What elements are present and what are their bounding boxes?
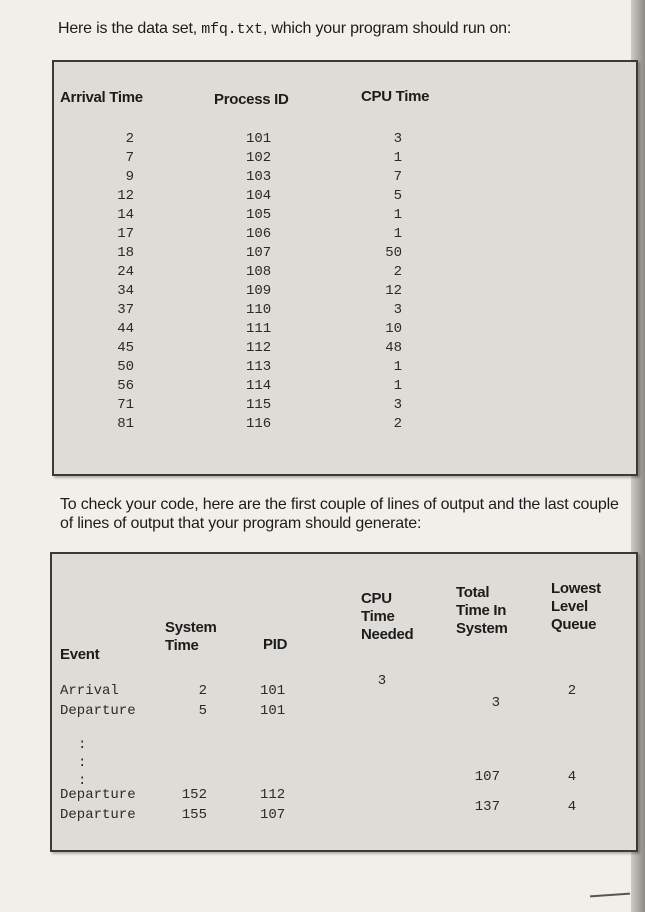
arrival-time-cell: 18: [117, 245, 134, 261]
cpu-time-cell: 48: [385, 340, 402, 356]
cpu-time-cell: 7: [393, 169, 402, 185]
header-lowest-queue: Lowest Level Queue: [551, 580, 601, 633]
header-process-id: Process ID: [214, 91, 289, 108]
process-id-cell: 105: [246, 207, 272, 223]
event-cell: :: [78, 737, 87, 753]
header-cpu-needed: CPU Time Needed: [361, 590, 414, 643]
middle-text: To check your code, here are the first couple of lines of output and the last couple of lines of output that your program should generate:: [60, 496, 619, 532]
lowest-queue-cell: 4: [567, 769, 577, 785]
system-time-cell: 5: [198, 703, 207, 719]
event-cell: Arrival: [60, 683, 119, 699]
process-id-cell: 102: [246, 150, 272, 166]
process-id-cell: 113: [246, 359, 272, 375]
pid-column: [246, 130, 306, 434]
arrival-time-cell: 14: [117, 207, 134, 223]
process-id-cell: 101: [246, 131, 272, 147]
cpu-time-cell: 1: [393, 359, 402, 375]
arrival-time-cell: 44: [117, 321, 134, 337]
intro-text: [58, 20, 511, 38]
dataset-box: [52, 60, 638, 476]
arrival-time-cell: 45: [117, 340, 134, 356]
header-total-time: Total Time In System: [456, 584, 508, 637]
cpu-time-cell: 1: [393, 378, 402, 394]
total-time-cell: 137: [474, 799, 500, 815]
cpu-time-cell: 2: [393, 264, 402, 280]
intro-filename: mfq.txt: [201, 21, 263, 38]
process-id-cell: 106: [246, 226, 272, 242]
cpu-time-cell: 12: [385, 283, 402, 299]
process-id-cell: 116: [246, 416, 272, 432]
page-corner-line: [590, 893, 630, 898]
event-cell: :: [78, 773, 87, 789]
arrival-time-cell: 17: [117, 226, 134, 242]
pid-cell: 101: [260, 703, 286, 719]
arrival-time-cell: 12: [117, 188, 134, 204]
process-id-cell: 114: [246, 378, 272, 394]
lowest-queue-cell: 2: [567, 683, 577, 699]
process-id-cell: 109: [246, 283, 272, 299]
pid-cell: 107: [260, 807, 286, 823]
arrival-time-cell: 81: [117, 416, 134, 432]
process-id-cell: 104: [246, 188, 272, 204]
cpu-time-cell: 5: [393, 188, 402, 204]
process-id-cell: 111: [246, 321, 272, 337]
cpu-time-cell: 3: [393, 397, 402, 413]
arrival-time-cell: 2: [125, 131, 134, 147]
cpu-needed-cell: 3: [377, 673, 387, 689]
pid-cell: 101: [260, 683, 286, 699]
cpu-time-cell: 1: [393, 207, 402, 223]
event-cell: Departure: [60, 807, 136, 823]
pid-cell: 112: [260, 787, 286, 803]
intro-before: Here is the data set,: [58, 20, 202, 37]
system-time-cell: 152: [181, 787, 207, 803]
process-id-cell: 110: [246, 302, 272, 318]
output-box: [50, 552, 638, 852]
process-id-cell: 108: [246, 264, 272, 280]
process-id-cell: 103: [246, 169, 272, 185]
cpu-time-cell: 2: [393, 416, 402, 432]
header-system-time: System Time: [165, 619, 217, 654]
cpu-time-cell: 1: [393, 226, 402, 242]
header-pid: PID: [263, 636, 288, 653]
lowest-queue-cell: 4: [567, 799, 577, 815]
header-cpu-time: CPU Time: [361, 88, 430, 105]
event-cell: :: [78, 755, 87, 771]
arrival-time-cell: 71: [117, 397, 134, 413]
cpu-time-cell: 50: [385, 245, 402, 261]
arrival-time-cell: 24: [117, 264, 134, 280]
arrival-time-cell: 50: [117, 359, 134, 375]
arrival-time-cell: 34: [117, 283, 134, 299]
header-arrival-time: Arrival Time: [60, 89, 143, 106]
arrival-time-cell: 37: [117, 302, 134, 318]
cpu-time-cell: 3: [393, 131, 402, 147]
header-event: Event: [60, 646, 100, 663]
cpu-time-cell: 3: [393, 302, 402, 318]
arrival-time-cell: 56: [117, 378, 134, 394]
system-time-cell: 2: [198, 683, 207, 699]
total-time-cell: 3: [491, 695, 500, 711]
process-id-cell: 112: [246, 340, 272, 356]
total-time-cell: 107: [474, 769, 500, 785]
arrival-time-cell: 9: [125, 169, 134, 185]
arrival-column: [84, 130, 134, 434]
arrival-time-cell: 7: [125, 150, 134, 166]
system-time-cell: 155: [181, 807, 207, 823]
event-cell: Departure: [60, 787, 136, 803]
cpu-time-cell: 1: [393, 150, 402, 166]
intro-after: , which your program should run on:: [262, 20, 512, 37]
process-id-cell: 107: [246, 245, 272, 261]
cpu-column: [360, 130, 402, 434]
cpu-time-cell: 10: [385, 321, 402, 337]
event-cell: Departure: [60, 703, 136, 719]
process-id-cell: 115: [246, 397, 272, 413]
